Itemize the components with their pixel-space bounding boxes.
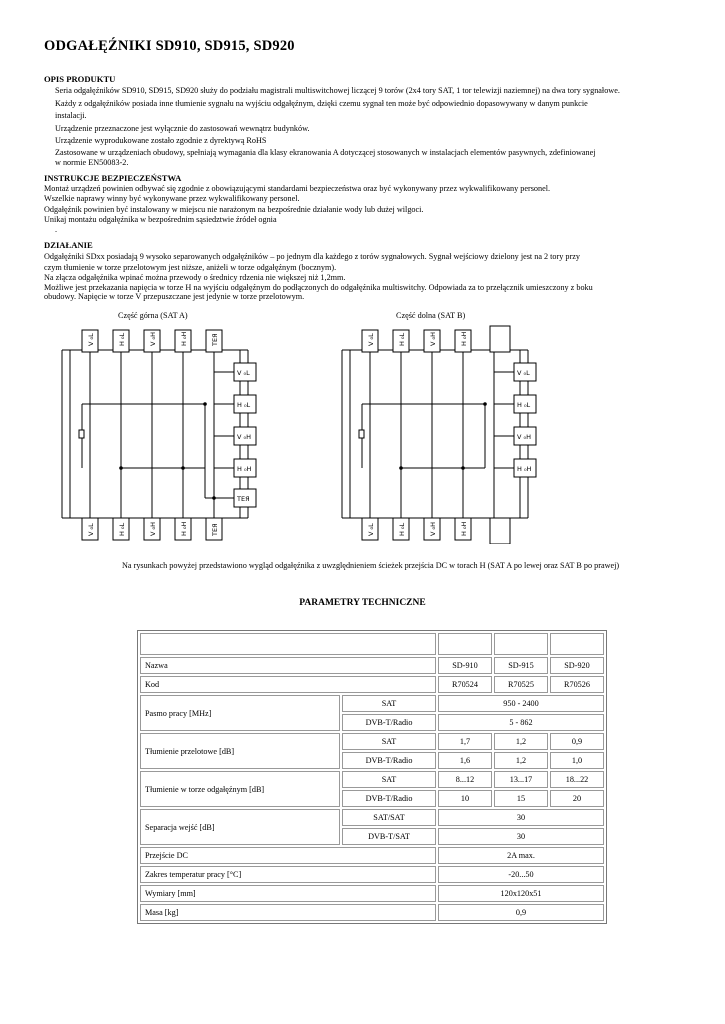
connector-label: V ₀L bbox=[237, 369, 250, 377]
row-label: Separacja wejść [dB] bbox=[140, 809, 340, 845]
connector-label: V ₀L bbox=[87, 333, 95, 346]
connector-label: V ₀L bbox=[87, 523, 95, 536]
bezp-line: Unikaj montażu odgałęźnika w bezpośrednim sąsiedztwie źródeł ognia bbox=[44, 215, 277, 224]
connector-label: ТЕЯ bbox=[211, 523, 219, 536]
cell: DVB-T/Radio bbox=[342, 790, 436, 807]
cell: SAT bbox=[342, 733, 436, 750]
cell: SD-915 bbox=[494, 657, 548, 674]
cell: 30 bbox=[438, 828, 604, 845]
dzialanie-line: Możliwe jest przekazania napięcia w torze H na wyjściu odgałęźnym do podłączonych do odgałęźnika multiswitchy. Odpowiada za to przełącznik umieszczony z boku bbox=[44, 283, 593, 292]
cell: -20...50 bbox=[438, 866, 604, 883]
cell: 13...17 bbox=[494, 771, 548, 788]
connector-label: V ₀H bbox=[429, 521, 437, 536]
page-title: ODGAŁĘŹNIKI SD910, SD915, SD920 bbox=[44, 38, 295, 54]
row-label: Przejście DC bbox=[140, 847, 436, 864]
diagram-note: Na rysunkach powyżej przedstawiono wygląd odgałęźnika z uwzględnieniem ścieżek przejścia DC w torach H (SAT A po lewej oraz SAT B po prawej) bbox=[122, 561, 620, 570]
opis-line: Każdy z odgałęźników posiada inne tłumienie sygnału na wyjściu odgałęźnym, dzięki czemu sygnał ten może być odpowiednio dopasowywany w danym punkcie bbox=[55, 99, 588, 108]
row-label: Tłumienie przelotowe [dB] bbox=[140, 733, 340, 769]
bezp-line: . bbox=[55, 225, 58, 234]
cell: 120x120x51 bbox=[438, 885, 604, 902]
cell: DVB-T/Radio bbox=[342, 714, 436, 731]
diagram-sat-b bbox=[340, 322, 545, 544]
dzialanie-line: Odgałęźniki SDxx posiadają 9 wysoko separowanych odgałęźników – po jednym dla każdego z torów sygnałowych. Sygnał wejściowy dzielony jest na 2 tory przy bbox=[44, 252, 580, 261]
bezp-line: Wszelkie naprawy winny być wykonywane przez wykwalifikowany personel. bbox=[44, 194, 300, 203]
opis-line: Seria odgałęźników SD910, SD915, SD920 służy do podziału magistrali multiswitchowej liczącej 9 torów (2x4 tory SAT, 1 tor telewizji naziemnej) na dwa tory sygnałowe. bbox=[55, 86, 620, 95]
cell: 8...12 bbox=[438, 771, 492, 788]
bezp-line: Odgałęźnik powinien być instalowany w miejscu nie narażonym na bezpośrednie działanie wody lub dużej wilgoci. bbox=[44, 205, 424, 214]
cell: 0,9 bbox=[550, 733, 604, 750]
connector-label: ТЕЯ bbox=[211, 333, 219, 346]
cell: SAT bbox=[342, 695, 436, 712]
table-row bbox=[140, 809, 604, 826]
cell: SD-920 bbox=[550, 657, 604, 674]
connector-label: H ₀L bbox=[237, 401, 251, 409]
opis-line: Urządzenie przeznaczone jest wyłącznie do zastosowań wewnątrz budynków. bbox=[55, 124, 310, 133]
table-title: PARAMETRY TECHNICZNE bbox=[299, 598, 426, 608]
connector-label: H ₀L bbox=[398, 332, 406, 346]
connector-label: V ₀H bbox=[149, 331, 157, 346]
cell: 20 bbox=[550, 790, 604, 807]
cell: 5 - 862 bbox=[438, 714, 604, 731]
cell: R70524 bbox=[438, 676, 492, 693]
cell: R70526 bbox=[550, 676, 604, 693]
dzialanie-line: Na złącza odgałęźnika wpinać można przewody o średnicy rdzenia nie większej niż 1,2mm. bbox=[44, 273, 346, 282]
row-label: Zakres temperatur pracy [°C] bbox=[140, 866, 436, 883]
cell: SD-910 bbox=[438, 657, 492, 674]
cell: 15 bbox=[494, 790, 548, 807]
table-row bbox=[140, 866, 604, 883]
opis-line: w normie EN50083-2. bbox=[55, 158, 129, 167]
connector-label: H ₀H bbox=[517, 465, 532, 473]
opis-line: Urządzenie wyprodukowane zostało zgodnie z dyrektywą RoHS bbox=[55, 136, 267, 145]
cell: 1,0 bbox=[550, 752, 604, 769]
cell: 1,2 bbox=[494, 733, 548, 750]
connector-label: V ₀H bbox=[237, 433, 252, 441]
connector-label: H ₀L bbox=[398, 522, 406, 536]
connector-label: H ₀H bbox=[180, 331, 188, 346]
cell: 10 bbox=[438, 790, 492, 807]
cell: DVB-T/Radio bbox=[342, 752, 436, 769]
row-label: Tłumienie w torze odgałęźnym [dB] bbox=[140, 771, 340, 807]
cell: R70525 bbox=[494, 676, 548, 693]
connector-label: H ₀H bbox=[460, 331, 468, 346]
row-label: Kod bbox=[140, 676, 436, 693]
row-label: Pasmo pracy [MHz] bbox=[140, 695, 340, 731]
cell: 1,6 bbox=[438, 752, 492, 769]
cell: 2A max. bbox=[438, 847, 604, 864]
table-row bbox=[140, 633, 604, 655]
dzialanie-line: obudowy. Napięcie w torze V przepuszczane jest jedynie w torze przelotowym. bbox=[44, 292, 305, 301]
table-row bbox=[140, 695, 604, 712]
connector-label: ТЕЯ bbox=[237, 495, 250, 503]
table-row bbox=[140, 676, 604, 693]
cell: DVB-T/SAT bbox=[342, 828, 436, 845]
cell: 950 - 2400 bbox=[438, 695, 604, 712]
table-row bbox=[140, 885, 604, 902]
cell: 30 bbox=[438, 809, 604, 826]
table-row bbox=[140, 904, 604, 921]
connector-label: V ₀L bbox=[517, 369, 530, 377]
connector-label: V ₀H bbox=[429, 331, 437, 346]
table-row bbox=[140, 733, 604, 750]
dzialanie-line: czym tłumienie w torze przelotowym jest niższe, aniżeli w torze odgałęźnym (bocznym). bbox=[44, 263, 337, 272]
opis-line: Zastosowane w urządzeniach obudowy, spełniają wymagania dla klasy ekranowania A dotyczącej stosowanych w instalacjach elementów pasywnych, zdefiniowanej bbox=[55, 148, 596, 157]
row-label: Masa [kg] bbox=[140, 904, 436, 921]
connector-label: H ₀H bbox=[237, 465, 252, 473]
section-heading-dzialanie: DZIAŁANIE bbox=[44, 240, 93, 250]
opis-line: instalacji. bbox=[55, 111, 87, 120]
connector-label: V ₀L bbox=[367, 333, 375, 346]
connector-label: H ₀L bbox=[118, 522, 126, 536]
cell: 1,7 bbox=[438, 733, 492, 750]
section-heading-opis: OPIS PRODUKTU bbox=[44, 74, 116, 84]
diagram-caption-b: Część dolna (SAT B) bbox=[396, 311, 466, 320]
bezp-line: Montaż urządzeń powinien odbywać się zgodnie z obowiązującymi standardami bezpieczeństwa oraz być wykonywany przez wykwalifikowany personel. bbox=[44, 184, 551, 193]
connector-label: H ₀H bbox=[180, 521, 188, 536]
cell: 0,9 bbox=[438, 904, 604, 921]
cell: 1,2 bbox=[494, 752, 548, 769]
section-heading-bezpieczenstwo: INSTRUKCJE BEZPIECZEŃSTWA bbox=[44, 173, 182, 183]
table-row bbox=[140, 771, 604, 788]
cell: SAT/SAT bbox=[342, 809, 436, 826]
connector-label: H ₀L bbox=[118, 332, 126, 346]
connector-label: H ₀L bbox=[517, 401, 531, 409]
diagram-caption-a: Część górna (SAT A) bbox=[118, 311, 188, 320]
connector-label: V ₀L bbox=[367, 523, 375, 536]
connector-label: V ₀H bbox=[149, 521, 157, 536]
table-row bbox=[140, 847, 604, 864]
row-label: Nazwa bbox=[140, 657, 436, 674]
parameters-table bbox=[137, 630, 607, 924]
cell: SAT bbox=[342, 771, 436, 788]
diagram-sat-a bbox=[60, 322, 265, 544]
connector-label: V ₀H bbox=[517, 433, 532, 441]
row-label: Wymiary [mm] bbox=[140, 885, 436, 902]
connector-label: H ₀H bbox=[460, 521, 468, 536]
cell: 18...22 bbox=[550, 771, 604, 788]
table-row bbox=[140, 657, 604, 674]
